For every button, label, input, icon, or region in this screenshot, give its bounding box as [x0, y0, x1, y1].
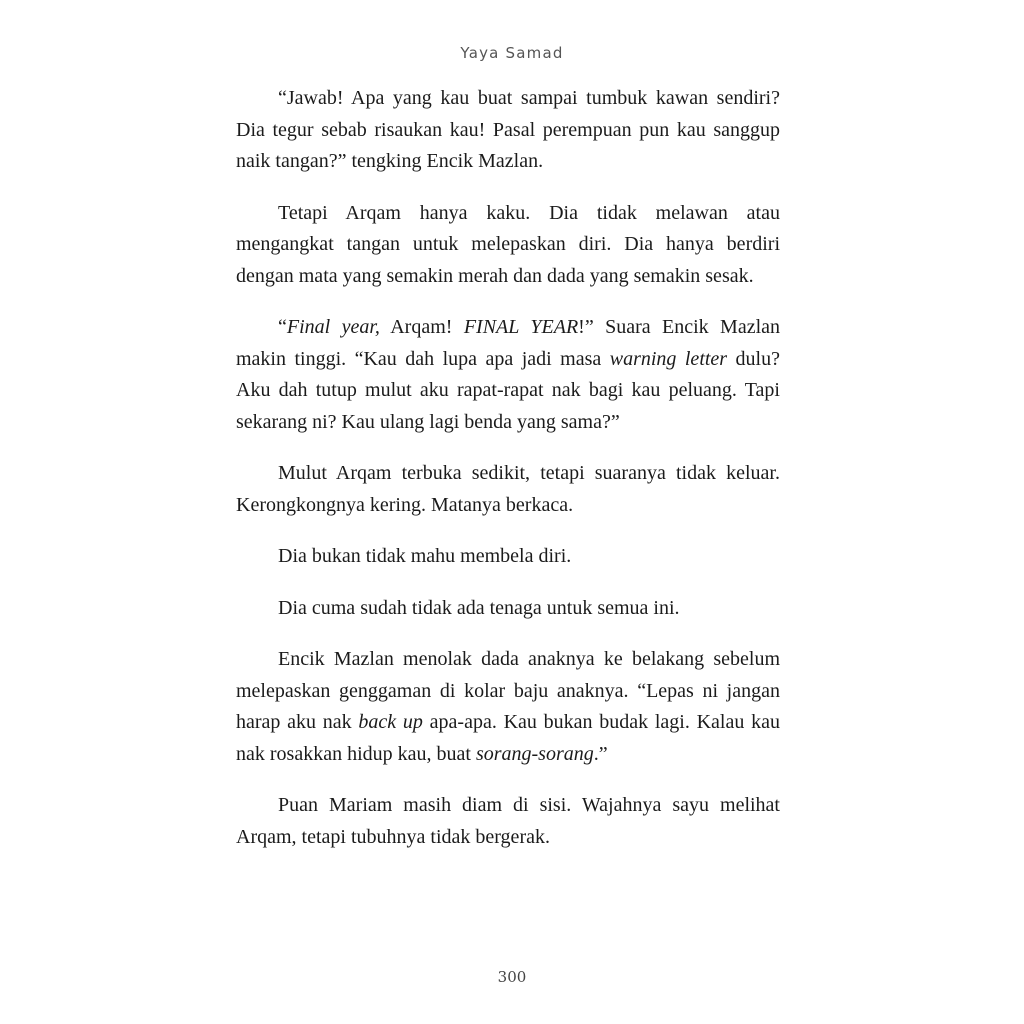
text-segment: Dia bukan tidak mahu membela diri.: [278, 545, 572, 567]
text-segment: .”: [593, 742, 608, 765]
paragraph: [236, 790, 780, 853]
text-segment: Arqam!: [379, 316, 464, 338]
italic-text-segment: back up: [358, 711, 423, 733]
paragraph: [236, 593, 780, 625]
text-segment: dulu? Aku dah tutup mulut aku rapat-rapat nak bagi kau peluang. Tapi sekarang ni? Kau ulang lagi benda yang sama?”: [236, 347, 780, 433]
text-segment: Tetapi Arqam hanya kaku. Dia tidak melawan atau mengangkat tangan untuk melepaskan diri. Dia hanya berdiri dengan mata yang semakin merah dan dada yang semakin sesak.: [236, 201, 780, 287]
paragraph: [236, 458, 780, 521]
italic-text-segment: warning letter: [609, 347, 728, 370]
paragraph: [236, 83, 780, 178]
running-head: Yaya Samad: [460, 44, 564, 62]
text-segment: Dia cuma sudah tidak ada tenaga untuk semua ini.: [278, 596, 680, 619]
italic-text-segment: sorang-sorang: [475, 742, 594, 765]
text-segment: Encik Mazlan menolak dada anaknya ke belakang sebelum melepaskan genggaman di kolar baju anaknya. “Lepas ni jangan harap aku nak: [236, 648, 780, 733]
page-number: 300: [497, 968, 527, 986]
text-segment: Puan Mariam masih diam di sisi. Wajahnya sayu melihat Arqam, tetapi tubuhnya tidak bergerak.: [236, 794, 780, 848]
italic-text-segment: FINAL YEAR: [463, 316, 579, 338]
body-text: [236, 83, 780, 853]
text-segment: Mulut Arqam terbuka sedikit, tetapi suaranya tidak keluar. Kerongkongnya kering. Matanya berkaca.: [236, 462, 780, 516]
text-segment: “: [278, 316, 287, 338]
text-segment: apa-apa. Kau bukan budak lagi. Kalau kau nak rosakkan hidup kau, buat: [236, 711, 780, 765]
paragraph: [236, 541, 780, 573]
italic-text-segment: Final year,: [286, 316, 380, 338]
text-segment: !” Suara Encik Mazlan makin tinggi. “Kau dah lupa apa jadi masa: [236, 316, 781, 370]
paragraph: [236, 198, 780, 293]
text-segment: “Jawab! Apa yang kau buat sampai tumbuk kawan sendiri? Dia tegur sebab risaukan kau! Pasal perempuan pun kau sanggup naik tangan?” tengking Encik Mazlan.: [236, 87, 780, 172]
paragraph: [236, 312, 780, 438]
paragraph: [236, 644, 780, 770]
